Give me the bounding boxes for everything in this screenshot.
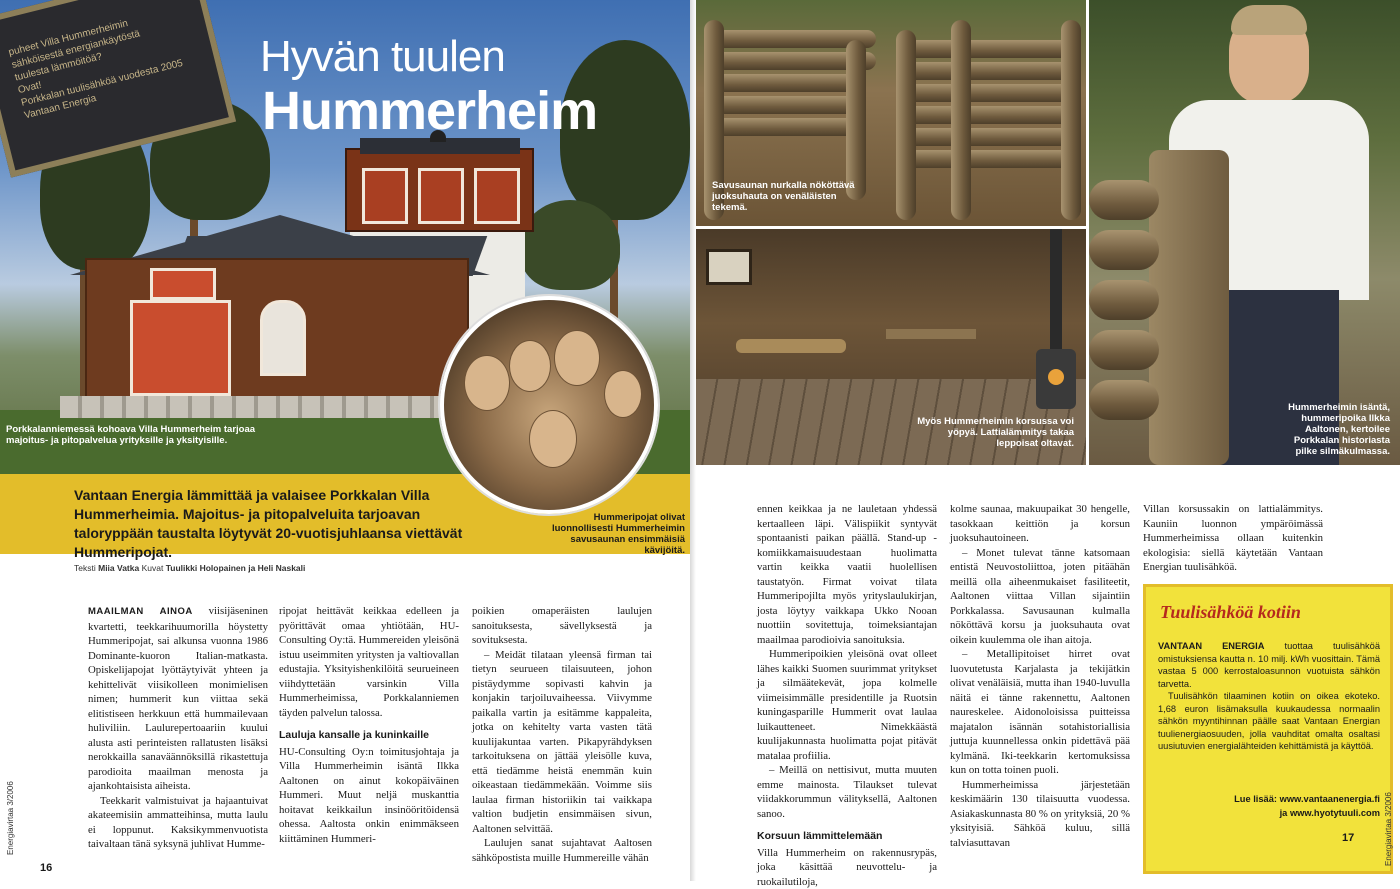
certificate-text: puheet Villa Hummerheimin sähköisestä energiankäytöstä tuulesta lämmöitöä? Ovat! Porkkalan tuulisähköä vuodesta 2005 Vantaan Energia (7, 6, 187, 122)
body-paragraph: – Metallipitoiset hirret ovat luovutetusta Karjalasta ja tekijätkin olivat venäläisiä, mutta ihan 1940-luvulla näitä ei tänne rakennettu, Aaltonen naureskelee. Aidonoloisissa puitteissa majatalon isännän sotahistoriallisia juttuja kuunnellessa onkin pidettävä pää kylmänä. Iki-teekkarin kertomuksissa kun on totta toinen puoli. (950, 647, 1130, 778)
lead-in-caps: MAAILMAN AINOA (88, 606, 193, 617)
body-column-6 (1143, 502, 1323, 575)
byline-photo-label: Kuvat (142, 563, 164, 573)
body-paragraph: ennen keikkaa ja ne lauletaan yhdessä kertaalleen läpi. Välispiikit syntyvät spontaanisti paikan päällä. Stand-up -komiikkamaisuudestaan huolimatta vartin keikka vaatii huolellisen taustatyön. Firmat voivat tilata Hummeripojilta myös yrityslaulukirjan, josta löytyy vaikkapa Ukko Nooan nuottiin sovitettuja, toimeksiantajan maailmaa parodioivia sanoituksia. (757, 502, 937, 647)
magazine-issue-right: Energiavirtaa 3/2006 (1384, 792, 1393, 866)
body-paragraph: – Meidät tilataan yleensä firman tai tietyn seurueen tilaisuuteen, johon pistäydymme sopivasti kahvin ja konjakin tarjoiluvaiheessa. Viivymme paikalla vartin ja esitämme kappaleita, jotka on kehitelty varta vasten tätä kuulijakuntaa varten. Pikapyrähdyksen tarkoituksena on jättää yleisölle kuva, että tiedämme heistä enemmän kuin oikeastaan tiedämmekään. Voimme siis laulaa firman historiikin tai vaikkapa valtion budjetin ensimmäisen sivun, Aaltonen selvittää. (472, 648, 652, 837)
sauna-photo-caption: Hummeripojat olivat luonnollisesti Hummerheimin savusaunan ensimmäisiä kävijöitä. (540, 512, 685, 556)
byline-photo-authors: Tuulikki Holopainen ja Heli Naskali (166, 563, 306, 573)
link-hyotytuuli[interactable]: www.hyotytuuli.com (1290, 808, 1380, 818)
article-title-line2: Hummerheim (262, 80, 597, 142)
body-paragraph: poikien omaperäisten laulujen sanoituksesta, sävellyksestä ja sovituksesta. (472, 604, 652, 648)
page-number-left: 16 (40, 862, 52, 874)
sidebar-paragraph: tuottaa tuulisähköä omistuksiensa kautta n. 10 milj. kWh vuosittain. Tämä vastaa 5 000 kerrostaloasunnon vuotuista sähkön tarvetta. (1158, 641, 1380, 689)
body-paragraph: Hummerheimissa järjestetään keskimäärin 130 tilaisuutta vuodessa. Asiakaskunnasta 80 % on yrityksiä, 20 % yksityisiä. Sähköä kuluu, sillä talviasuttavan (950, 778, 1130, 851)
sidebar-links (1200, 792, 1380, 820)
body-column-5 (950, 502, 1130, 850)
body-paragraph: Laulujen sanat sujahtavat Aaltosen sähköpostista muille Hummereille vähän (472, 836, 652, 865)
link-label: Lue lisää: (1234, 794, 1277, 804)
sidebar-body (1158, 640, 1380, 753)
byline-text-label: Teksti (74, 563, 96, 573)
body-column-4 (757, 502, 937, 889)
body-column-3 (472, 604, 652, 865)
body-paragraph: – Meillä on nettisivut, mutta muuten emme mainosta. Tilaukset tulevat viidakkorummun välityksellä, Aaltonen sanoo. (757, 763, 937, 821)
byline-text-author: Miia Vatka (98, 563, 139, 573)
sauna-group-photo (440, 296, 658, 514)
body-paragraph: viisijäseninen kvartetti, teekkarihuumorilla höystetty Hummeripojat, sai alkunsa vuonna 1986 Dominante-kuoron Italian-matkasta. Opiskelijapojat lyöttäytyivät yhteen ja kehittelivät viisikolleen monimielisen nimen; hummerit kun viittaa sekä elitistiseen herkkuun että hummailevaan huliviliin. Laulurepertoaariin kuului alusta asti perinteisten rallatusten lisäksi nerokkailla sanaväännöksillä rikastettuja parodioita maailman menosta ja ajankohtaisista aiheista. (88, 605, 268, 792)
body-paragraph: Villan korsussakin on lattialämmitys. Kauniin luonnon ympäröimässä Hummerheimissa ollaan kuitenkin ekologisia: siellä käytetään Vantaan Energian tuulisähköä. (1143, 502, 1323, 575)
cabin-photo-caption: Myös Hummerheimin korsussa voi yöpyä. Lattialämmitys takaa leppoisat oltavat. (912, 416, 1074, 449)
lead-paragraph: Vantaan Energia lämmittää ja valaisee Porkkalan Villa Hummerheimia. Majoitus- ja pitopalveluita tarjoavan taloryppään taustalta löytyvät 20-vuotisjuhlaansa viettävät Hummeripojat. (74, 486, 474, 562)
sidebar-paragraph: Tuulisähkön tilaaminen kotiin on oikea ekoteko. 1,68 euron lisämaksulla kuukaudessa normaalin sähkön myyntihinnan päälle saat Vantaan Energian tuulienergiaosuuden, jolla vauhditat omalta osaltasi uusiutuvien energialähteiden kehittämistä ja käyttöä. (1158, 690, 1380, 753)
body-paragraph: Villa Hummerheim on rakennusrypäs, joka käsittää neuvottelu- ja ruokailutiloja, (757, 846, 937, 889)
body-column-1 (88, 604, 268, 852)
hero-caption: Porkkalanniemessä kohoava Villa Hummerheim tarjoaa majoitus- ja pitopalvelua yrityksille ja yksityisille. (6, 424, 256, 446)
page-number-right: 17 (1342, 832, 1354, 844)
sidebar-lead-in: VANTAAN ENERGIA (1158, 641, 1264, 651)
byline (74, 563, 305, 573)
host-portrait-photo (1089, 0, 1400, 465)
magazine-issue-left: Energiavirtaa 3/2006 (6, 781, 15, 855)
host-photo-caption: Hummerheimin isäntä, hummeripoika Ilkka Aaltonen, kertoilee Porkkalan historiasta pilke silmäkulmassa. (1280, 402, 1390, 457)
body-paragraph: Teekkarit valmistuivat ja hajaantuivat akateemisiin ammatteihinsa, mutta laulu ei loppunut. Kaksikymmenvuotista taivaltaan tänä syksynä juhlivat Humme- (88, 794, 268, 852)
body-paragraph: Hummeripoikien yleisönä ovat olleet lähes kaikki Suomen suurimmat yritykset ja silmäätekevät, jopa kolmelle viimeisimmälle presidentille ja Ruotsin kuningasparille Hummerit ovat laulaa luikautteneet. Nimekkäästä kuulijakunnasta huolimatta pojat pitävät matalaa profiilia. (757, 647, 937, 763)
article-title-line1: Hyvän tuulen (260, 32, 505, 82)
body-column-2 (279, 604, 459, 846)
subheading: Korsuun lämmittelemään (757, 829, 937, 844)
body-paragraph: kolme saunaa, makuupaikat 30 hengelle, tasokkaan keittiön ja korsun juoksuhautoineen. (950, 502, 1130, 546)
link-label: ja (1280, 808, 1288, 818)
sidebar-title: Tuulisähköä kotiin (1160, 602, 1301, 623)
body-paragraph: HU-Consulting Oy:n toimitusjohtaja ja Villa Hummerheimin isäntä Ilkka Aaltonen on ainut kokopäiväinen Hummeri. Muut neljä muskanttia hoitavat keikkailun insinööritöidensä ohessa. Aaltosta onkin enimmäkseen kiittäminen Hummeri- (279, 745, 459, 847)
link-vantaanenergia[interactable]: www.vantaanenergia.fi (1280, 794, 1380, 804)
body-paragraph: ripojat heittävät keikkaa edelleen ja pyörittävät omaa yhtiötään, HU-Consulting Oy:tä. Hummereiden yleisönä istuu useimmiten yritysten ja valtiovallan edustajia. Yksityishenkilöitä seurueineen viihdyttetään varsinkin Villa Hummerheimissa, Porkkalanniemen täyden palvelun talossa. (279, 604, 459, 720)
trench-photo-caption: Savusaunan nurkalla nököttävä juoksuhauta on venäläisten tekemä. (712, 180, 862, 213)
subheading: Lauluja kansalle ja kuninkaille (279, 728, 459, 743)
body-paragraph: – Monet tulevat tänne katsomaan entistä Neuvostoliittoa, joten pitäähän meillä olla aiheenmukaiset fasiliteetit, Aaltonen viittaa Villan sijaintiin Porkkalassa. Savusaunan kulmalla nököttävä korsu ja juoksuhauta ovat oikein kuulemma ole ihan aitoja. (950, 546, 1130, 648)
